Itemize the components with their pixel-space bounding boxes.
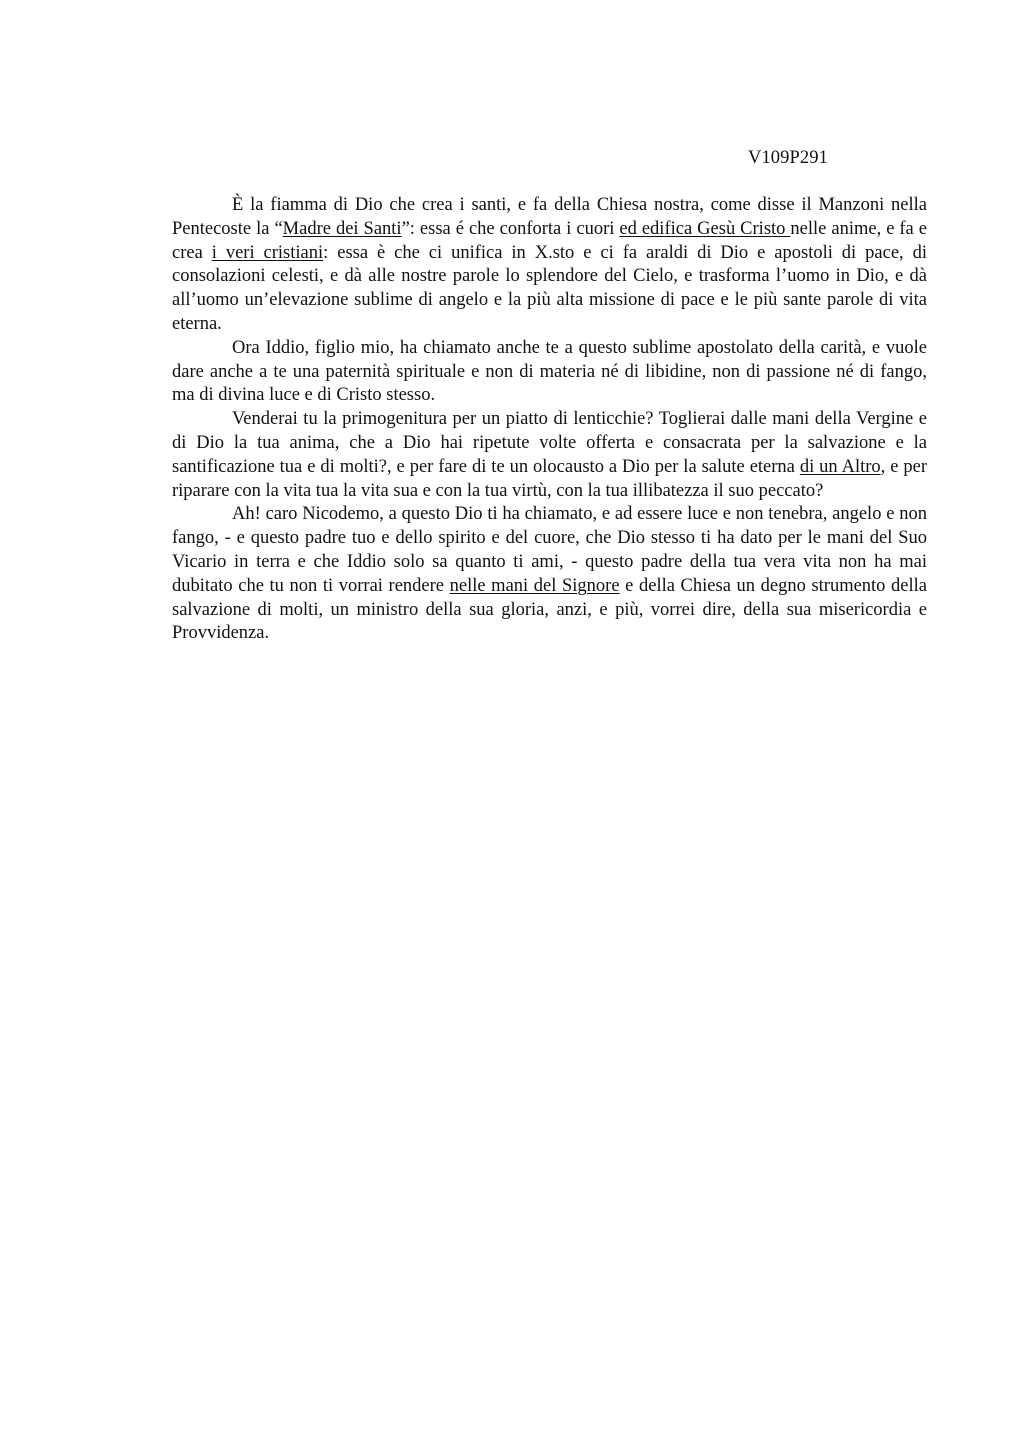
paragraph-1-text: È la fiamma di Dio che crea i santi, e fa della Chiesa nostra, come disse il Manzoni nella Pentecoste la “ (172, 195, 927, 239)
paragraph-2-text: Ora Iddio, figlio mio, ha chiamato anche te a questo sublime apostolato della carità, e vuole dare anche a te una paternità spirituale e non di materia né di libidine, non di passione né di fango, ma di divina luce e di Cristo stesso. (172, 337, 927, 406)
paragraph-4-text: Ah! caro Nicodemo, a questo Dio ti ha chiamato, e ad essere luce e non tenebra, angelo e non fango, - e questo padre tuo e dello spirito e del cuore, che Dio stesso ti ha dato per le mani del Suo Vicario in terra e che Iddio solo sa quanto ti ami, - questo padre della tua vera vita non ha mai dubitato che tu non ti vorrai rendere (172, 504, 927, 596)
underlined-phrase-mani-del-signore: nelle mani del Signore (449, 575, 620, 596)
underlined-phrase-edifica-gesu-cristo: ed edifica Gesù Cristo (619, 218, 791, 239)
underlined-phrase-veri-cristiani: i veri cristiani (211, 242, 324, 263)
page-identifier: V109P291 (748, 148, 828, 168)
paragraph-3-text: , e per riparare con la vita tua la vita sua e con la tua virtù, con la tua illibatezza il suo peccato? (172, 456, 927, 501)
paragraph-1-text: : essa è che ci unifica in X.sto e ci fa araldi di Dio e apostoli di pace, di consolazioni celesti, e dà alle nostre parole lo splendore del Cielo, e trasforma l’uomo in Dio, e dà all’uomo un’elevazione sublime di angelo e la più alta missione di pace e le più sante parole di vita eterna. (172, 242, 927, 334)
underlined-phrase-di-un-altro: di un Altro (799, 456, 881, 477)
paragraph-1-text: nelle anime, e fa e crea (172, 218, 927, 263)
paragraph-1-text: ”: essa é che conforta i cuori (401, 218, 620, 239)
underlined-phrase-madre-dei-santi: Madre dei Santi (282, 218, 402, 239)
paragraph-3 (172, 408, 927, 503)
paragraph-1 (172, 194, 927, 337)
paragraph-2 (172, 337, 927, 408)
paragraph-3-text: Venderai tu la primogenitura per un piatto di lenticchie? Toglierai dalle mani della Vergine e di Dio la tua anima, che a Dio hai ripetute volte offerta e consacrata per la salvazione e la santificazione tua e di molti?, e per fare di te un olocausto a Dio per la salute eterna (172, 409, 927, 477)
paragraph-4-text: e della Chiesa un degno strumento della salvazione di molti, un ministro della sua gloria, anzi, e più, vorrei dire, della sua misericordia e Provvidenza. (172, 575, 927, 644)
paragraph-4 (172, 503, 927, 646)
document-body (172, 194, 927, 646)
